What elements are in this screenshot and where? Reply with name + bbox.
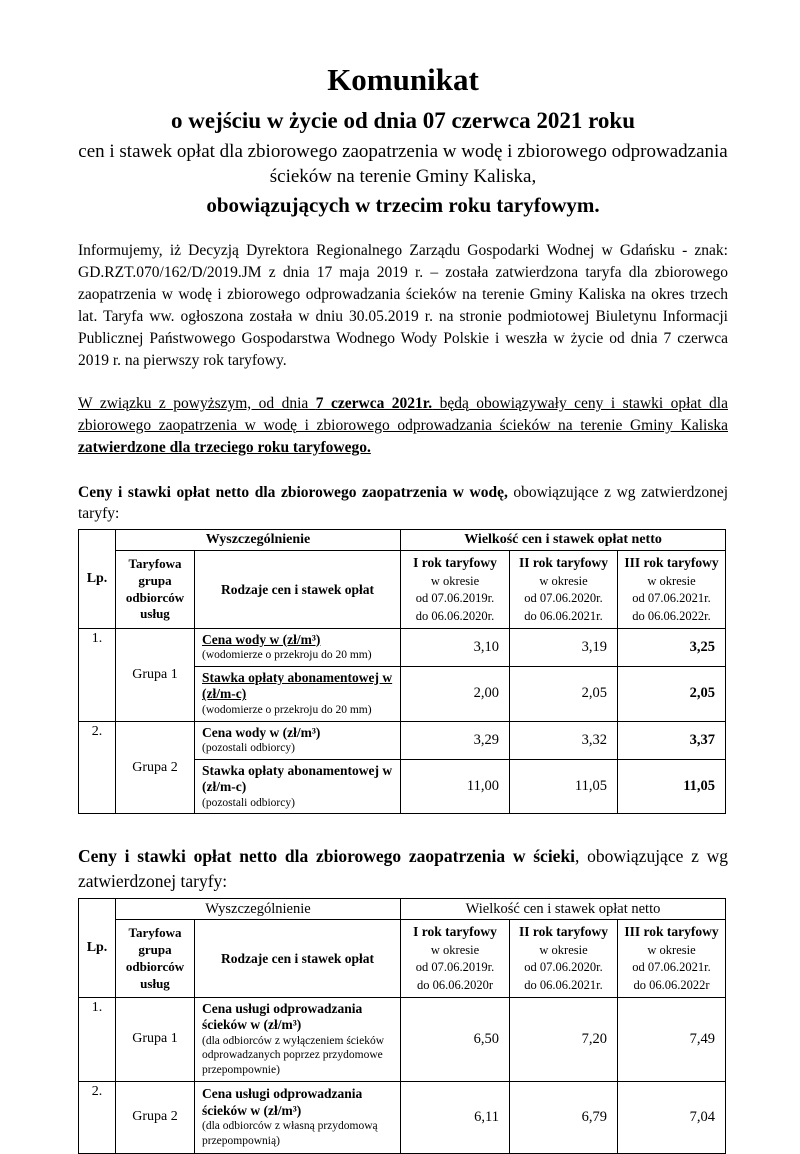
value-year-3: 11,05 [618, 759, 726, 814]
year-2-from: od 07.06.2020r. [524, 960, 603, 975]
effective-text-1: W związku z powyższym, od dnia [78, 394, 316, 412]
row-number: 2. [79, 721, 116, 814]
charge-type-cell [195, 721, 401, 759]
charge-type-cell [195, 759, 401, 814]
sewage-section-heading [78, 844, 728, 893]
value-year-3: 2,05 [618, 666, 726, 721]
effective-date-bold: 7 czerwca 2021r. [315, 394, 433, 412]
value-year-1: 6,11 [401, 1081, 510, 1153]
year-2-title: II rok taryfowy [519, 555, 609, 571]
charge-note: (wodomierze o przekroju do 20 mm) [202, 703, 372, 716]
document-subtitle-date: o wejściu w życie od dnia 07 czerwca 2021 roku [171, 107, 635, 133]
value-year-1: 3,29 [401, 721, 510, 759]
year-2-to: do 06.06.2021r. [524, 608, 603, 623]
value-year-3: 3,37 [618, 721, 726, 759]
charge-note: (wodomierze o przekroju do 20 mm) [202, 649, 372, 662]
water-table-header-row-1 [79, 530, 726, 551]
year-3-to: do 06.06.2022r. [632, 608, 711, 623]
charge-label: Stawka opłaty abonamentowej w (zł/m-c) [202, 669, 393, 702]
water-table-header-row-2 [79, 551, 726, 628]
value-year-1: 3,10 [401, 628, 510, 666]
value-year-2: 11,05 [510, 759, 618, 814]
water-values-header: Wielkość cen i stawek opłat netto [401, 530, 726, 551]
year-3-from: od 07.06.2021r. [632, 591, 711, 606]
sewage-year-3-header [618, 920, 726, 997]
sewage-types-header: Rodzaje cen i stawek opłat [195, 920, 401, 997]
year-3-title: III rok taryfowy [624, 555, 719, 571]
year-2-title: II rok taryfowy [519, 924, 609, 940]
year-2-from: od 07.06.2020r. [524, 591, 603, 606]
charge-label: Cena usługi odprowadzania ścieków w (zł/m³) [202, 1000, 363, 1033]
value-year-2: 3,32 [510, 721, 618, 759]
water-year-1-header [401, 551, 510, 628]
year-3-title: III rok taryfowy [624, 924, 719, 940]
sewage-year-2-header [510, 920, 618, 997]
sewage-values-header: Wielkość cen i stawek opłat netto [401, 899, 726, 920]
sewage-year-1-header [401, 920, 510, 997]
value-year-2: 7,20 [510, 997, 618, 1081]
water-types-header: Rodzaje cen i stawek opłat [195, 551, 401, 628]
value-year-3: 3,25 [618, 628, 726, 666]
sewage-tariff-table [78, 898, 726, 1153]
row-number: 2. [79, 1081, 116, 1153]
value-year-1: 11,00 [401, 759, 510, 814]
table-row [79, 721, 726, 759]
value-year-3: 7,49 [618, 997, 726, 1081]
charge-note: (dla odbiorców z wyłączeniem ścieków odprowadzanych poprzez przydomowe przepompownie) [202, 1034, 385, 1077]
charge-note: (dla odbiorców z własną przydomową przepompownią) [202, 1120, 378, 1147]
charge-type-cell [195, 666, 401, 721]
value-year-2: 6,79 [510, 1081, 618, 1153]
water-year-2-header [510, 551, 618, 628]
row-number: 1. [79, 628, 116, 721]
sewage-lp-header: Lp. [79, 899, 116, 997]
year-3-to: do 06.06.2022r [633, 977, 710, 992]
year-1-title: I rok taryfowy [413, 924, 497, 940]
water-tariff-table [78, 529, 726, 814]
value-year-1: 6,50 [401, 997, 510, 1081]
water-group-header: Taryfowa grupa odbiorców usług [116, 551, 195, 628]
document-subtitle-period: obowiązujących w trzecim roku taryfowym. [206, 193, 600, 218]
charge-type-cell [195, 997, 401, 1081]
value-year-2: 3,19 [510, 628, 618, 666]
year-3-from: od 07.06.2021r. [632, 960, 711, 975]
year-3-period: w okresie [647, 574, 696, 589]
year-1-title: I rok taryfowy [413, 555, 497, 571]
year-1-from: od 07.06.2019r. [415, 960, 495, 975]
year-1-from: od 07.06.2019r. [415, 591, 495, 606]
year-1-to: do 06.06.2020r [416, 977, 494, 992]
sewage-group-header: Taryfowa grupa odbiorców usług [116, 920, 195, 997]
row-number: 1. [79, 997, 116, 1081]
water-heading-rest: obowiązujące z wg zatwierdzonej taryfy: [78, 483, 729, 523]
charge-note: (pozostali odbiorcy) [202, 796, 295, 809]
year-2-to: do 06.06.2021r. [524, 977, 603, 992]
sewage-table-header-row-2 [79, 920, 726, 997]
document-subtitle-scope: cen i stawek opłat dla zbiorowego zaopatrzenia w wodę i zbiorowego odprowadzania ścieków na terenie Gminy Kaliska, [78, 141, 728, 188]
value-year-1: 2,00 [401, 666, 510, 721]
water-lp-header: Lp. [79, 530, 116, 628]
table-row [79, 997, 726, 1081]
water-section-heading [78, 482, 728, 525]
year-1-period: w okresie [430, 943, 480, 958]
sewage-specification-header: Wyszczególnienie [116, 899, 401, 920]
year-3-period: w okresie [647, 943, 696, 958]
tariff-group: Grupa 2 [116, 721, 195, 814]
table-row [79, 628, 726, 666]
tariff-group: Grupa 2 [116, 1081, 195, 1153]
charge-label: Cena wody w (zł/m³) [202, 631, 321, 647]
year-2-period: w okresie [539, 943, 588, 958]
tariff-group: Grupa 1 [116, 997, 195, 1081]
charge-label: Cena wody w (zł/m³) [202, 724, 321, 740]
tariff-group: Grupa 1 [116, 628, 195, 721]
effective-tail-bold: zatwierdzone dla trzeciego roku taryfowego. [78, 438, 371, 456]
document-title: Komunikat [327, 62, 479, 97]
table-row [79, 1081, 726, 1153]
charge-label: Cena usługi odprowadzania ścieków w (zł/m³) [202, 1086, 363, 1118]
value-year-2: 2,05 [510, 666, 618, 721]
year-1-period: w okresie [430, 574, 480, 589]
charge-type-cell [195, 628, 401, 666]
water-heading-bold: Ceny i stawki opłat netto dla zbiorowego zaopatrzenia w wodę, [78, 483, 508, 501]
year-1-to: do 06.06.2020r. [415, 608, 495, 623]
charge-type-cell [195, 1081, 401, 1153]
effective-text-2: będą obowiązywały ceny i stawki opłat dla zbiorowego zaopatrzenia w wodę i zbiorowego odprowadzania ścieków na terenie Gminy Kaliska [78, 394, 728, 434]
sewage-heading-bold: Ceny i stawki opłat netto dla zbiorowego zaopatrzenia w ścieki [78, 846, 576, 867]
year-2-period: w okresie [539, 574, 588, 589]
intro-paragraph: Informujemy, iż Decyzją Dyrektora Regionalnego Zarządu Gospodarki Wodnej w Gdańsku - znak: GD.RZT.070/162/D/2019.JM z dnia 17 maja 2019 r. – została zatwierdzona taryfa dla zbiorowego zaopatrzenia w wodę i zbiorowego odprowadzania ścieków na terenie Gminy Kaliska na okres trzech lat. Taryfa ww. ogłoszona została w dniu 30.05.2019 r. na stronie podmiotowej Biuletynu Informacji Publicznej Państwowego Gospodarstwa Wodnego Wody Polskie i weszła w życie od dnia 7 czerwca 2019 r. na pierwszy rok taryfowy. [78, 241, 728, 369]
water-year-3-header [618, 551, 726, 628]
sewage-heading-rest: , obowiązujące z wg zatwierdzonej taryfy: [78, 846, 728, 891]
effective-date-paragraph [78, 393, 728, 459]
water-specification-header: Wyszczególnienie [116, 530, 401, 551]
charge-label: Stawka opłaty abonamentowej w (zł/m-c) [202, 762, 393, 795]
sewage-table-header-row-1 [79, 899, 726, 920]
value-year-3: 7,04 [618, 1081, 726, 1153]
title-block [78, 62, 728, 219]
charge-note: (pozostali odbiorcy) [202, 742, 295, 755]
